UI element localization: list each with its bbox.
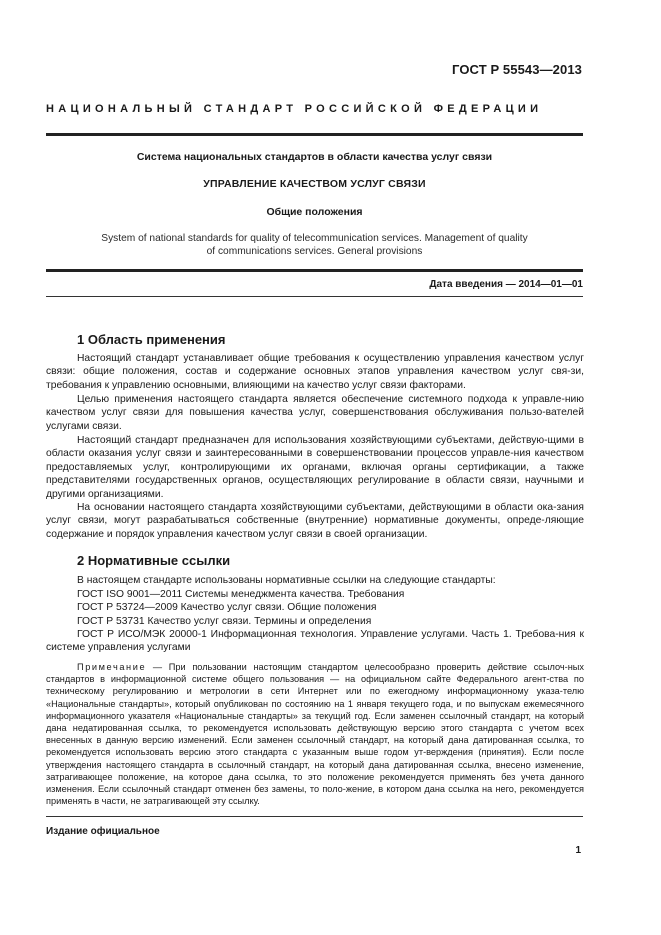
section-1-paragraph: На основании настоящего стандарта хозяйствующими субъектами, действующими в области ока-зания услуг связи, могут разрабатываться собственные (внутренние) нормативные документы, опреде-ляющие содержание и порядок управления качеством услуг связи в своей организации. xyxy=(46,502,584,540)
reference-item: ГОСТ Р 53731 Качество услуг связи. Термины и определения xyxy=(77,616,372,627)
title-rule xyxy=(46,269,583,272)
english-title-line: of communications services. General provisions xyxy=(206,246,423,257)
date-rule xyxy=(46,296,583,297)
footer-rule xyxy=(46,816,583,817)
section-1-heading: 1 Область применения xyxy=(77,332,226,347)
note-label: Примечание xyxy=(77,662,147,672)
page-number: 1 xyxy=(575,845,581,856)
standard-subtitle: Общие положения xyxy=(266,206,363,218)
standard-main-title: УПРАВЛЕНИЕ КАЧЕСТВОМ УСЛУГ СВЯЗИ xyxy=(203,178,426,190)
national-standard-banner: НАЦИОНАЛЬНЫЙ СТАНДАРТ РОССИЙСКОЙ ФЕДЕРАЦИИ xyxy=(46,103,543,115)
section-1-paragraph: Настоящий стандарт устанавливает общие требования к осуществлению управления качеством услуг связи: общие положения, состав и содержание основных этапов управления качеством услуг свя-зи, требования к управлению основными, влияющими на качество услуг связи факторами. xyxy=(46,353,584,391)
references-intro: В настоящем стандарте использованы нормативные ссылки на следующие стандарты: xyxy=(77,575,496,586)
note-text: — При пользовании настоящим стандартом целесообразно проверить действие ссылоч-ных стандартов в информационной системе общего пользования — на официальном сайте Федерального агент-ства по техническому регулированию и метрологии в сети Интернет или по ежегодному информационному указа-телю «Национальные стандарты», который опубликован по состоянию на 1 января текущего года, и по выпускам ежемесячного информационного указателя «Национальные стандарты» за текущий год. Если заменен ссылочный стандарт, на который дана недатированная ссылка, то рекомендуется использовать действующую версию этого стандарта с учетом всех внесенных в данную версию изменений. Если заменен ссылочный стандарт, на который дана датированная ссылка, то рекомендуется использовать версию этого стандарта с указанным выше годом ут-верждения (принятия). Если после утверждения настоящего стандарта в ссылочный стандарт, на который дана датированная ссылка, внесено изменение, затрагивающее положение, на которое дана ссылка, то это положение рекомендуется применять без учета данного изменения. Если ссылочный стандарт отменен без замены, то поло-жение, в котором дана ссылка на него, рекомендуется применять в части, не затрагивающей эту ссылку. xyxy=(46,662,584,807)
section-2-heading: 2 Нормативные ссылки xyxy=(77,553,231,568)
standards-series-title: Система национальных стандартов в области качества услуг связи xyxy=(136,151,493,163)
introduction-date: Дата введения — 2014—01—01 xyxy=(429,279,583,290)
english-title-line: System of national standards for quality of telecommunication services. Management of quality xyxy=(101,233,528,244)
reference-item: ГОСТ Р ИСО/МЭК 20000-1 Информационная технология. Управление услугами. Часть 1. Требова-ния к системе управления услугами xyxy=(46,629,584,654)
section-1-paragraph: Целью применения настоящего стандарта является обеспечение системного подхода к управле-нию качеством услуг связи для повышения качества услуг, совершенствования обслуживания пользо-вателей услугами связи. xyxy=(46,394,584,432)
section-1-paragraph: Настоящий стандарт предназначен для использования хозяйствующими субъектами, действую-щими в области оказания услуг связи и заинтересованными в совершенствовании процессов управле-ния качеством предоставляемых услуг, контролирующими их органами, включая органы сертификации, а также представителями государственных органов, осуществляющих регулирование в области связи, научными и другими организациями. xyxy=(46,435,584,500)
reference-item: ГОСТ Р 53724—2009 Качество услуг связи. Общие положения xyxy=(77,602,377,613)
references-note xyxy=(46,661,584,807)
official-edition-label: Издание официальное xyxy=(46,826,160,837)
header-rule xyxy=(46,133,583,136)
english-title xyxy=(46,232,583,258)
document-number: ГОСТ Р 55543—2013 xyxy=(452,62,582,77)
reference-item: ГОСТ ISO 9001—2011 Системы менеджмента качества. Требования xyxy=(77,589,405,600)
